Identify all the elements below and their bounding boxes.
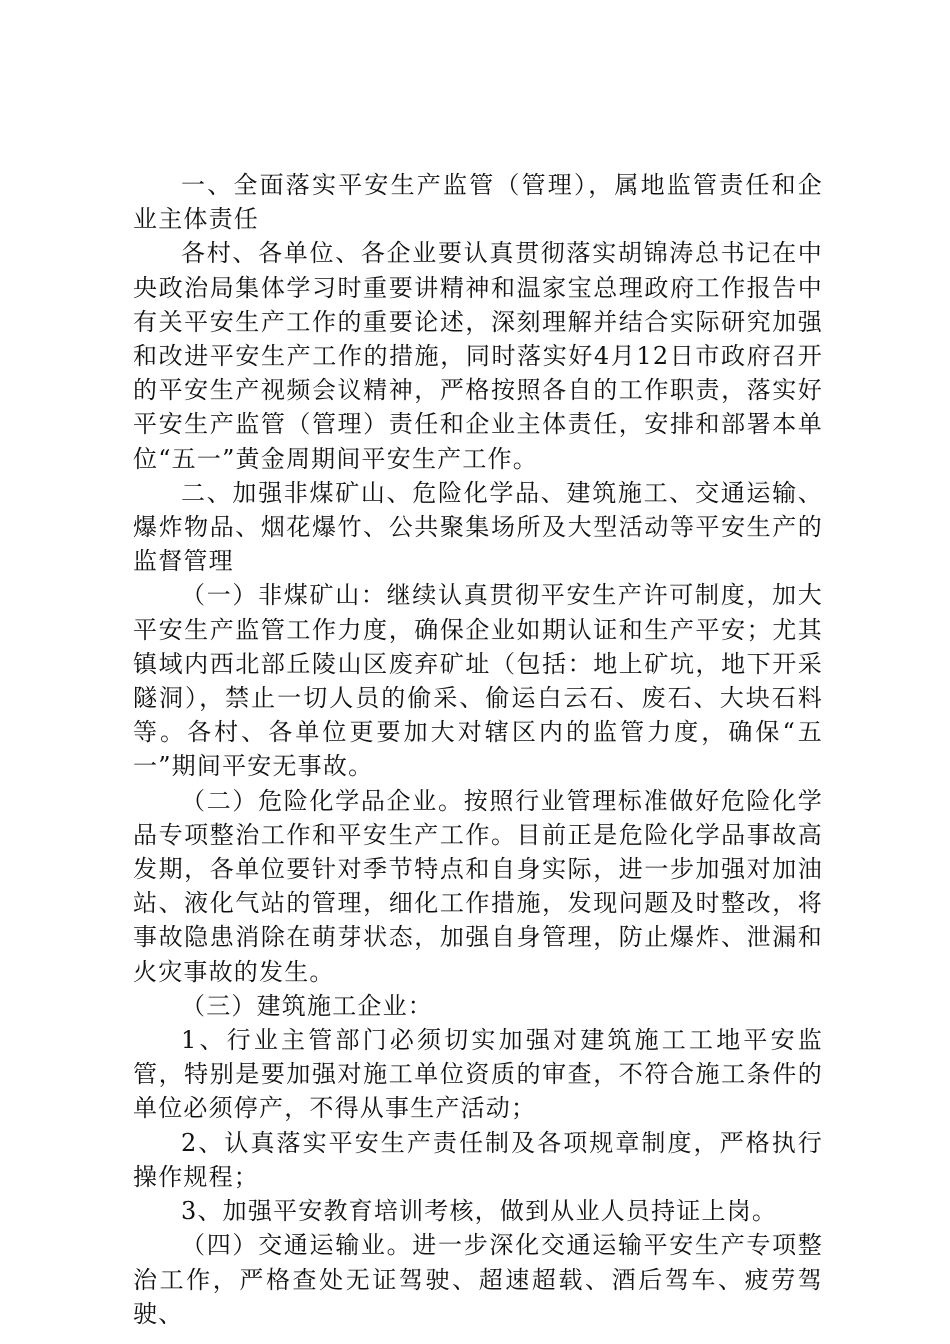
paragraph: （二）危险化学品企业。按照行业管理标准做好危险化学品专项整治工作和平安生产工作。目前正是危险化学品事故高发期，各单位要针对季节特点和自身实际，进一步加强对加油站、液化气站的管理，细化工作措施，发现问题及时整改，将事故隐患消除在萌芽状态，加强自身管理，防止爆炸、泄漏和火灾事故的发生。 — [133, 786, 823, 986]
section-heading-1: 一、全面落实平安生产监管（管理），属地监管责任和企业主体责任 — [133, 171, 823, 234]
list-item: 2、认真落实平安生产责任制及各项规章制度，严格执行操作规程； — [133, 1128, 823, 1191]
paragraph: 各村、各单位、各企业要认真贯彻落实胡锦涛总书记在中央政治局集体学习时重要讲精神和温家宝总理政府工作报告中有关平安生产工作的重要论述，深刻理解并结合实际研究加强和改进平安生产工作的措施，同时落实好4月12日市政府召开的平安生产视频会议精神，严格按照各自的工作职责，落实好平安生产监管（管理）责任和企业主体责任，安排和部署本单位“五一”黄金周期间平安生产工作。 — [133, 239, 823, 473]
paragraph: （四）交通运输业。进一步深化交通运输平安生产专项整治工作，严格查处无证驾驶、超速超载、酒后驾车、疲劳驾驶、 — [133, 1231, 823, 1328]
document-body — [133, 168, 823, 1331]
list-item: 3、加强平安教育培训考核，做到从业人员持证上岗。 — [181, 1197, 778, 1226]
paragraph: （一）非煤矿山：继续认真贯彻平安生产许可制度，加大平安生产监管工作力度，确保企业如期认证和生产平安；尤其镇域内西北部丘陵山区废弃矿址（包括：地上矿坑，地下开采隧洞），禁止一切人员的偷采、偷运白云石、废石、大块石料等。各村、各单位更要加大对辖区内的监管力度，确保“五一”期间平安无事故。 — [133, 581, 823, 781]
section-heading-2: 二、加强非煤矿山、危险化学品、建筑施工、交通运输、爆炸物品、烟花爆竹、公共聚集场所及大型活动等平安生产的监督管理 — [133, 478, 823, 576]
subsection-heading: （三）建筑施工企业： — [181, 991, 433, 1020]
list-item: 1、行业主管部门必须切实加强对建筑施工工地平安监管，特别是要加强对施工单位资质的审查，不符合施工条件的单位必须停产，不得从事生产活动； — [133, 1026, 823, 1123]
